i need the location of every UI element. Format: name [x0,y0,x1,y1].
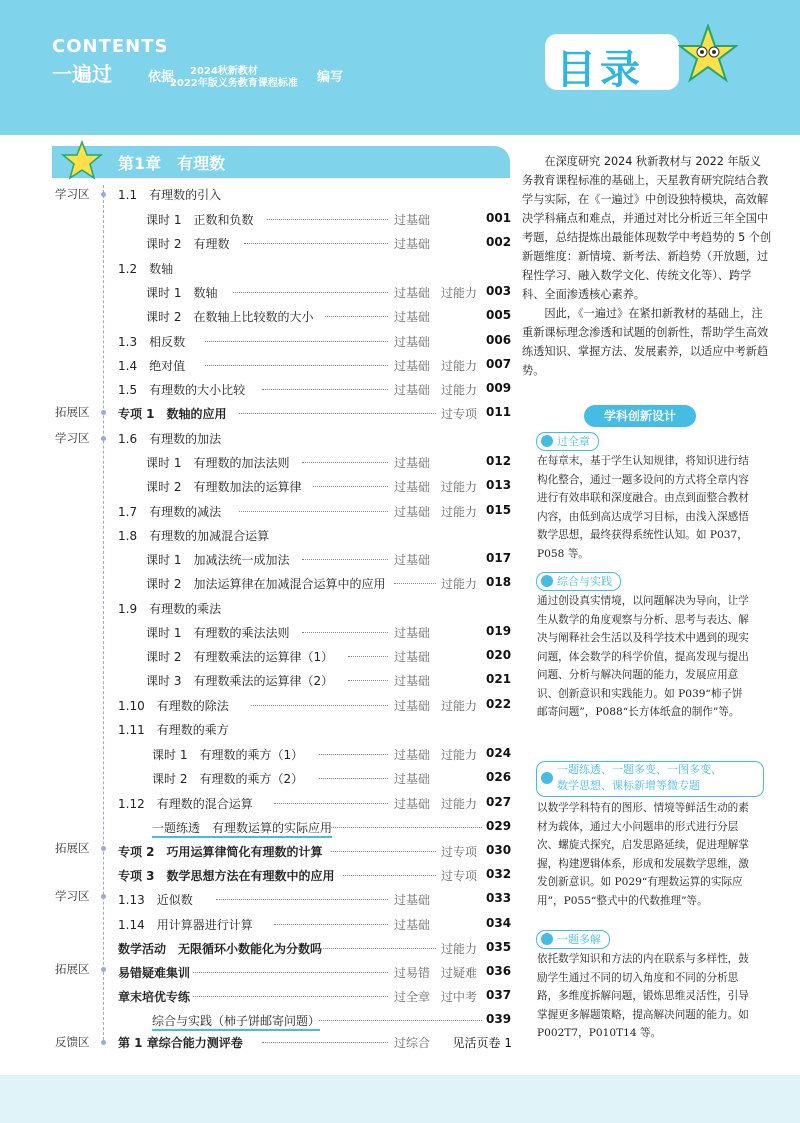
page-number: 018 [486,575,512,589]
page-number: 012 [486,454,512,468]
level-tag: 过基础 [394,237,431,251]
zone-label: 反馈区 [55,1035,90,1049]
star-mascot-icon [678,24,738,94]
level-tag: 过基础 [394,456,431,470]
feature-paragraph: 在每章末，基于学生认知规律，将知识进行结构化整合，通过一题多设问的方式将全章内容进行有效串联和深度融合。由点到面整合教材内容，由低到高达成学习目标，由浅入深感悟数学思想，最终获得系统性认知。如 P037，P058 等。 [537,455,749,560]
level-tag: 过基础 [394,310,431,324]
level-tag: 过基础 [394,553,431,567]
page-number: 034 [486,916,512,930]
level-tag: 过专项 [441,407,478,421]
toc-row-label: 1.1 有理数的引入 [118,188,222,202]
toc-row-label: 综合与实践（柿子饼邮寄问题） [152,1012,320,1031]
page-number: 027 [486,795,512,809]
toc-row-label: 1.2 数轴 [118,262,174,276]
level-tag: 过基础 [394,359,431,373]
toc-row-label: 1.12 有理数的混合运算 [118,797,253,811]
feature-tag: 一题多解 [536,930,610,949]
leader-dots [193,964,388,973]
level-tag: 过能力 [441,699,478,713]
toc-row-label: 专项 3 数学思想方法在有理数中的应用 [118,869,335,883]
level-tag: 过基础 [394,797,431,811]
page-number: 033 [486,891,512,905]
toc-row-label: 课时 2 在数轴上比较数的大小 [146,310,314,324]
toc-row-label: 1.9 有理数的乘法 [118,602,222,616]
page-number: 015 [486,503,512,517]
zone-label: 拓展区 [55,841,90,855]
leader-dots [216,891,388,900]
toc-row-label: 1.10 有理数的除法 [118,699,229,713]
level-tag: 过能力 [441,286,478,300]
leader-dots [193,988,388,997]
leader-dots [205,357,389,366]
page-number: 026 [486,770,512,784]
page-number: 见活页卷 1 [452,1036,512,1050]
toc-row-label: 课时 1 加减法统一成加法 [146,553,290,567]
level-tag: 过综合 [394,1036,431,1050]
level-tag: 过能力 [441,383,478,397]
level-tag: 过易错 [394,966,431,980]
leader-dots [267,211,388,220]
leader-dots [302,624,389,633]
level-tag: 过基础 [394,699,431,713]
level-tag: 过中考 [441,990,478,1004]
leader-dots [239,503,388,512]
level-tag: 过基础 [394,335,431,349]
leader-dots [394,575,437,584]
section-title: 学科创新设计 [584,405,696,427]
toc-row-label: 1.5 有理数的大小比较 [118,383,246,397]
level-tag: 过基础 [394,674,431,688]
toc-row-label: 课时 2 有理数乘法的运算律（1） [146,650,334,664]
standard-line-2: 2022年版义务教育课程标准 [170,78,298,89]
leader-dots [302,551,389,560]
feature-paragraph: 依托数学知识和方法的内在联系与多样性，鼓励学生通过不同的切入角度和不同的分析思路，多维度拆解问题，锻炼思维灵活性，引导掌握更多解题策略，提高解决问题的能力。如 P002T7，P010T14 等。 [537,953,749,1039]
leader-dots [331,843,436,852]
leader-dots [348,648,389,657]
toc-row-label: 课时 1 数轴 [146,286,218,300]
level-tag: 过基础 [394,480,431,494]
toc-row-label: 课时 3 有理数乘法的运算律（2） [146,674,334,688]
page-number: 024 [486,746,512,760]
chapter-title: 第1章 有理数 [118,154,226,173]
level-tag: 过专项 [441,845,478,859]
toc-row-label: 1.3 相反数 [118,335,186,349]
leader-dots [343,867,437,876]
leader-dots [302,454,389,463]
leader-dots [348,672,389,681]
page-title: 目录 [556,47,644,93]
toc-row-label: 1.7 有理数的减法 [118,505,222,519]
page-number: 011 [486,405,512,419]
bianxie-label: 编写 [317,70,344,85]
page-number: 029 [486,819,512,833]
page-number: 003 [486,284,512,298]
leader-dots [233,284,389,293]
leader-dots [262,381,388,390]
level-tag: 过基础 [394,748,431,762]
toc-row-label: 课时 2 有理数的乘方（2） [152,772,304,786]
toc-row-label: 1.13 近似数 [118,893,193,907]
page-number: 039 [486,1012,512,1026]
page-number: 021 [486,672,512,686]
level-tag: 过基础 [394,505,431,519]
toc-row-label: 课时 1 正数和负数 [146,213,254,227]
leader-dots [320,940,437,949]
level-tag: 过全章 [394,990,431,1004]
feature-paragraph: 以数学学科特有的图形、情境等鲜活生动的素材为载体，通过大小问题串的形式进行分层次、螺旋式探究，启发思路延续，促进理解掌握，构建逻辑体系，形成和发展数学思维，激发创新意识。如 P029“有理数运算的实际应用”，P055“整式中的代数推理”等。 [537,802,749,907]
page-number: 013 [486,478,512,492]
feature-tag: 过全章 [536,432,599,451]
leader-dots [319,1012,482,1021]
level-tag: 过能力 [441,577,478,591]
feature-paragraph: 通过创设真实情境，以问题解决为导向，让学生从数学的角度观察与分析、思考与表达、解决与阐释社会生活以及科学技术中遇到的现实问题，体会数学的科学价值，提高发现与提出问题、分析与解决问题的能力，发展应用意识、创新意识和实践能力。如 P039“柿子饼邮寄问题”，P088“长方体纸盒的制作”等。 [537,595,749,718]
page-number: 002 [486,235,512,249]
level-tag: 过能力 [441,797,478,811]
level-tag: 过基础 [394,383,431,397]
page-number: 019 [486,624,512,638]
contents-label: CONTENTS [52,36,169,57]
page-number: 036 [486,964,512,978]
level-tag: 过能力 [441,942,478,956]
intro-text [522,152,772,380]
page-number: 037 [486,988,512,1002]
toc-row-label: 易错疑难集训 [118,966,191,980]
toc-row-label: 课时 1 有理数的乘方（1） [152,748,304,762]
level-tag: 过基础 [394,286,431,300]
level-tag: 过基础 [394,650,431,664]
toc-row-label: 专项 1 数轴的应用 [118,407,227,421]
leader-dots [274,795,389,804]
level-tag: 过基础 [394,772,431,786]
page-number: 020 [486,648,512,662]
toc-row-label: 数学活动 无限循环小数能化为分数吗 [118,942,323,956]
leader-dots [319,746,388,755]
toc-row-label: 课时 1 有理数的加法法则 [146,456,290,470]
check-icon [541,772,553,784]
zone-label: 学习区 [55,431,90,445]
level-tag: 过疑难 [441,966,478,980]
page-number: 005 [486,308,512,322]
leader-dots [262,1034,388,1043]
toc-row-label: 第 1 章综合能力测评卷 [118,1036,243,1050]
toc-row-label: 1.14 用计算器进行计算 [118,918,253,932]
yiju-label: 依据 [148,70,175,85]
page-number: 007 [486,357,512,371]
toc-row-label: 课时 2 有理数 [146,237,230,251]
page-number: 009 [486,381,512,395]
zone-label: 拓展区 [55,405,90,419]
level-tag: 过能力 [441,748,478,762]
toc-row-label: 课时 2 加法运算律在加减混合运算中的应用 [146,577,386,591]
leader-dots [313,478,388,487]
level-tag: 过基础 [394,626,431,640]
check-icon [541,933,553,945]
level-tag: 过能力 [441,359,478,373]
feature-tag: 一题练透、一题多变、一图多变、 数学思想、课标新增等微专题 [536,761,764,797]
level-tag: 过基础 [394,893,431,907]
footer-background [0,1075,800,1123]
zone-label: 学习区 [55,187,90,201]
zone-label: 学习区 [55,889,90,903]
check-icon [541,435,553,447]
toc-row-label: 课时 2 有理数加法的运算律 [146,480,302,494]
leader-dots [319,770,388,779]
leader-dots [325,308,389,317]
page-number: 035 [486,940,512,954]
leader-dots [205,333,389,342]
page-number: 006 [486,333,512,347]
feature-tag: 综合与实践 [536,572,621,591]
page-number: 017 [486,551,512,565]
level-tag: 过基础 [394,918,431,932]
brand-logo: 一遍过 [52,62,112,86]
intro-paragraph-2: 因此，《一遍过》在紧扣新教材的基础上，注重新课标理念渗透和试题的创新性，帮助学生高效练透知识、掌握方法、发展素养，以适应中考新趋势。 [522,307,769,377]
toc-row-label: 1.4 绝对值 [118,359,186,373]
standard-line-1: 2024秋新教材 [190,66,258,77]
check-icon [541,575,553,587]
page-number: 022 [486,697,512,711]
toc-row-label: 课时 1 有理数的乘法法则 [146,626,290,640]
toc-row-label: 1.8 有理数的加减混合运算 [118,529,270,543]
toc-row-label: 专项 2 巧用运算律简化有理数的计算 [118,845,323,859]
toc-row-label: 1.6 有理数的加法 [118,432,222,446]
leader-dots [244,235,388,244]
level-tag: 过能力 [441,480,478,494]
page-number: 030 [486,843,512,857]
zone-label: 拓展区 [55,962,90,976]
star-mascot-icon [60,140,104,180]
leader-dots [331,819,483,828]
leader-dots [251,697,389,706]
toc-row-label: 一题练透 有理数运算的实际应用 [152,819,332,838]
level-tag: 过专项 [441,869,478,883]
toc-row-label: 1.11 有理数的乘方 [118,723,229,737]
intro-paragraph-1: 在深度研究 2024 秋新教材与 2022 年版义务教育课程标准的基础上，天星教育研究院结合教学与实际，在《一遍过》中创设独特模块，高效解决学科痛点和难点，并通过对比分析近三年全国中考题，总结提炼出最能体现数学中考趋势的 5 个创新题维度：新情境、新考法、新趋势（开放题，过程性学习、融入数学文化、传统文化等）、跨学科、全面渗透核心素养。 [522,155,772,301]
leader-dots [239,405,436,414]
level-tag: 过能力 [441,505,478,519]
page-number: 001 [486,211,512,225]
toc-row-label: 章末培优专练 [118,990,191,1004]
page-number: 032 [486,867,512,881]
level-tag: 过基础 [394,213,431,227]
leader-dots [274,916,389,925]
